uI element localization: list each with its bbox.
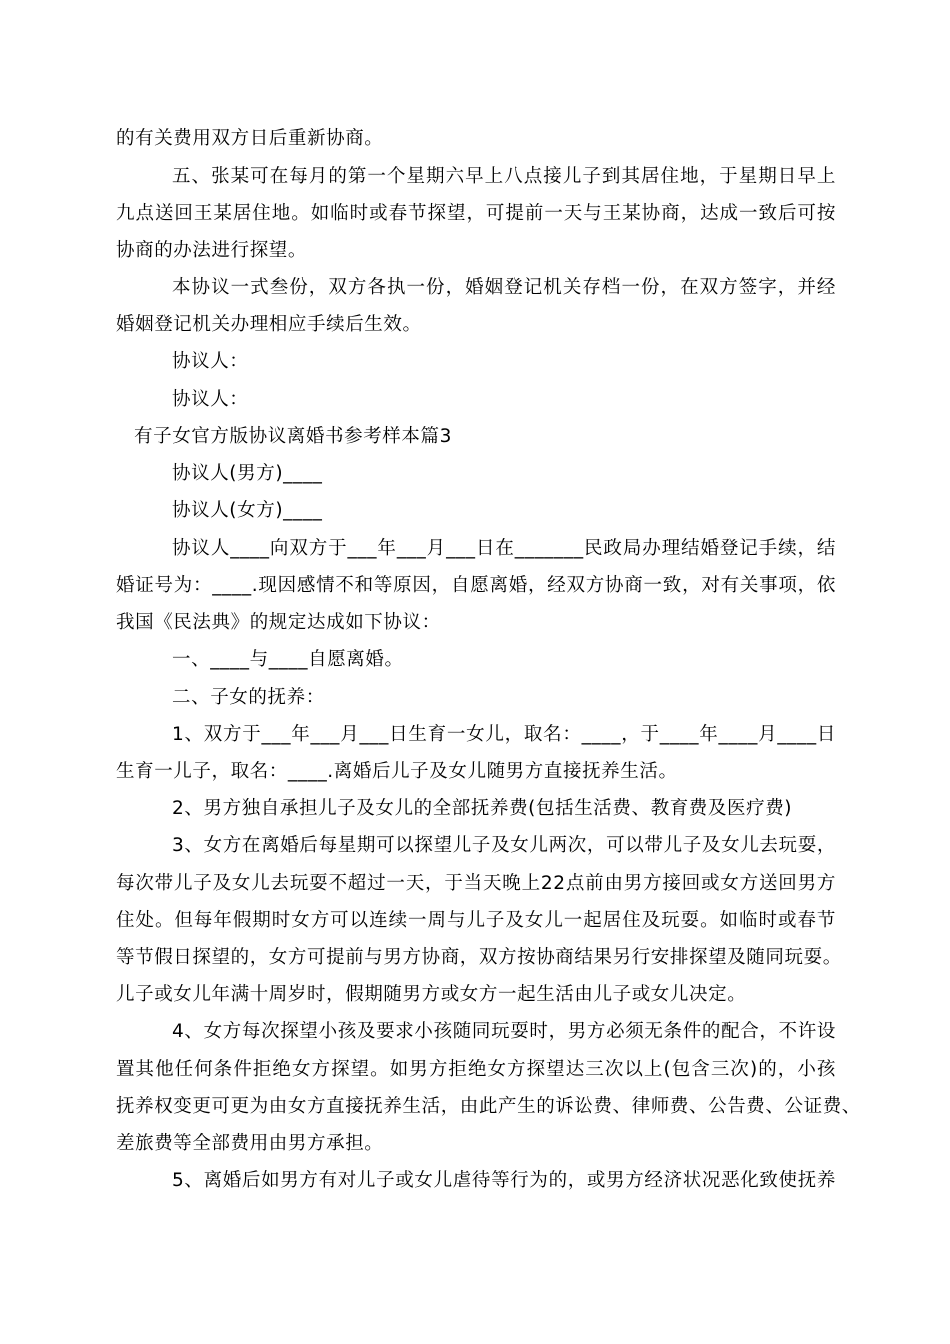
- clause-line: 1、双方于___年___月___日生育一女儿，取名：____，于____年____月____日: [172, 724, 836, 745]
- paragraph-line: 协商的办法进行探望。: [116, 240, 308, 261]
- paragraph-line: 九点送回王某居住地。如临时或春节探望，可提前一天与王某协商，达成一致后可按: [116, 203, 836, 224]
- paragraph-line: 本协议一式叁份，双方各执一份，婚姻登记机关存档一份，在双方签字，并经: [172, 277, 836, 298]
- clause-line: 每次带儿子及女儿去玩耍不超过一天，于当天晚上22点前由男方接回或女方送回男方: [116, 873, 836, 894]
- clause-line: 差旅费等全部费用由男方承担。: [116, 1133, 384, 1154]
- clause-line: 儿子或女儿年满十周岁时，假期随男方或女方一起生活由儿子或女儿决定。: [116, 984, 747, 1005]
- clause-heading: 二、子女的抚养：: [172, 687, 325, 708]
- clause-line: 5、离婚后如男方有对儿子或女儿虐待等行为的，或男方经济状况恶化致使抚养: [172, 1170, 836, 1191]
- clause-line: 等节假日探望的，女方可提前与男方协商，双方按协商结果另行安排探望及随同玩耍。: [116, 947, 842, 968]
- party-male-line: 协议人(男方)____: [172, 463, 323, 484]
- signatory-label: 协议人：: [172, 389, 249, 410]
- paragraph-line: 婚姻登记机关办理相应手续后生效。: [116, 314, 422, 335]
- clause-line: 抚养权变更可更为由女方直接抚养生活，由此产生的诉讼费、律师费、公告费、公证费、: [116, 1096, 861, 1117]
- paragraph-line: 五、张某可在每月的第一个星期六早上八点接儿子到其居住地，于星期日早上: [172, 166, 836, 187]
- clause-line: 一、____与____自愿离婚。: [172, 649, 404, 670]
- paragraph-line: 协议人____向双方于___年___月___日在_______民政局办理结婚登记手续，结: [172, 538, 836, 559]
- clause-line: 生育一儿子，取名：____.离婚后儿子及女儿随男方直接抚养生活。: [116, 761, 678, 782]
- party-female-line: 协议人(女方)____: [172, 500, 323, 521]
- clause-line: 3、女方在离婚后每星期可以探望儿子及女儿两次，可以带儿子及女儿去玩耍，: [172, 835, 836, 856]
- clause-line: 2、男方独自承担儿子及女儿的全部抚养费(包括生活费、教育费及医疗费): [172, 798, 793, 819]
- clause-line: 住处。但每年假期时女方可以连续一周与儿子及女儿一起居住及玩耍。如临时或春节: [116, 910, 836, 931]
- signatory-label: 协议人：: [172, 351, 249, 372]
- section-title: 有子女官方版协议离婚书参考样本篇3: [134, 426, 452, 447]
- paragraph-line: 我国《民法典》的规定达成如下协议：: [116, 612, 441, 633]
- clause-line: 4、女方每次探望小孩及要求小孩随同玩耍时，男方必须无条件的配合，不许设: [172, 1021, 836, 1042]
- paragraph-line: 婚证号为：____.现因感情不和等原因，自愿离婚，经双方协商一致，对有关事项，依: [116, 575, 836, 596]
- paragraph-line: 的有关费用双方日后重新协商。: [116, 128, 384, 149]
- clause-line: 置其他任何条件拒绝女方探望。如男方拒绝女方探望达三次以上(包含三次)的，小孩: [116, 1059, 836, 1080]
